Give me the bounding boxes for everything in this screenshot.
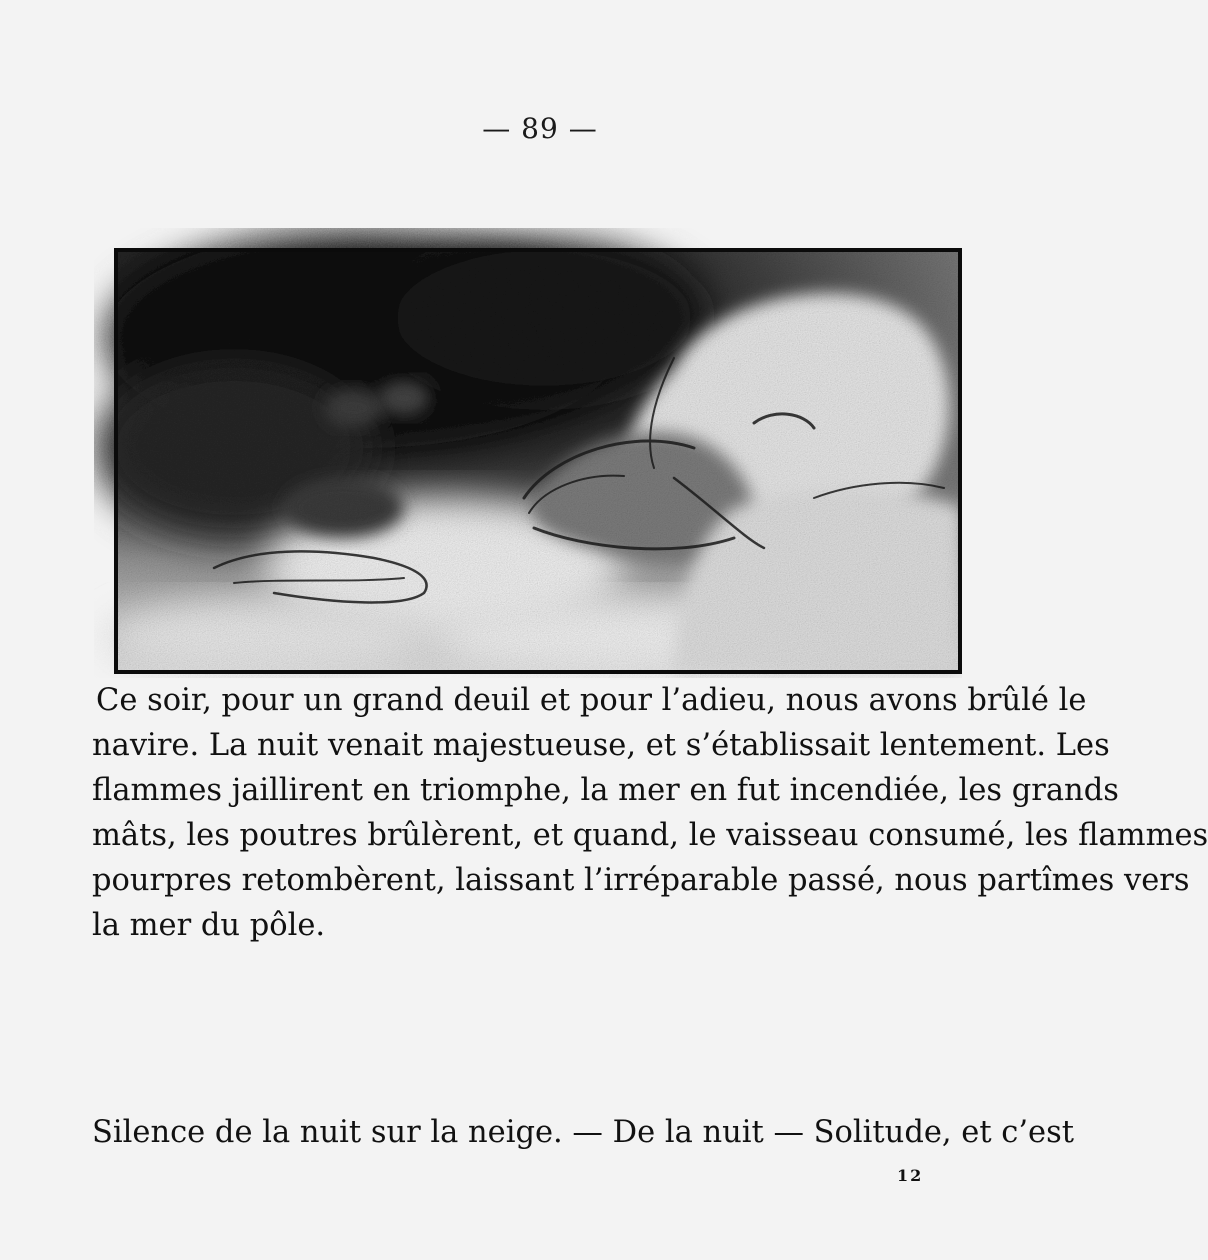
paragraph-line: Ce soir, pour un grand deuil et pour l’adieu, nous avons brûlé le (96, 683, 1087, 718)
next-paragraph-line: Silence de la nuit sur la neige. — De la nuit — Solitude, et c’est (92, 1115, 1075, 1150)
paragraph-line: mâts, les poutres brûlèrent, et quand, le vaisseau consumé, les flammes (92, 818, 1208, 853)
illustration-drawing (114, 248, 962, 674)
lithograph-illustration (114, 248, 962, 674)
paragraph-line: navire. La nuit venait majestueuse, et s’établissait lentement. Les (92, 728, 1110, 763)
page-number: — 89 — (482, 112, 598, 145)
signature-mark: 12 (897, 1166, 924, 1185)
paragraph-line: la mer du pôle. (92, 908, 326, 943)
paragraph-body (88, 678, 1208, 948)
paragraph-line: flammes jaillirent en triomphe, la mer en fut incendiée, les grands (92, 773, 1119, 808)
paragraph-line: pourpres retombèrent, laissant l’irréparable passé, nous partîmes vers (92, 863, 1190, 898)
